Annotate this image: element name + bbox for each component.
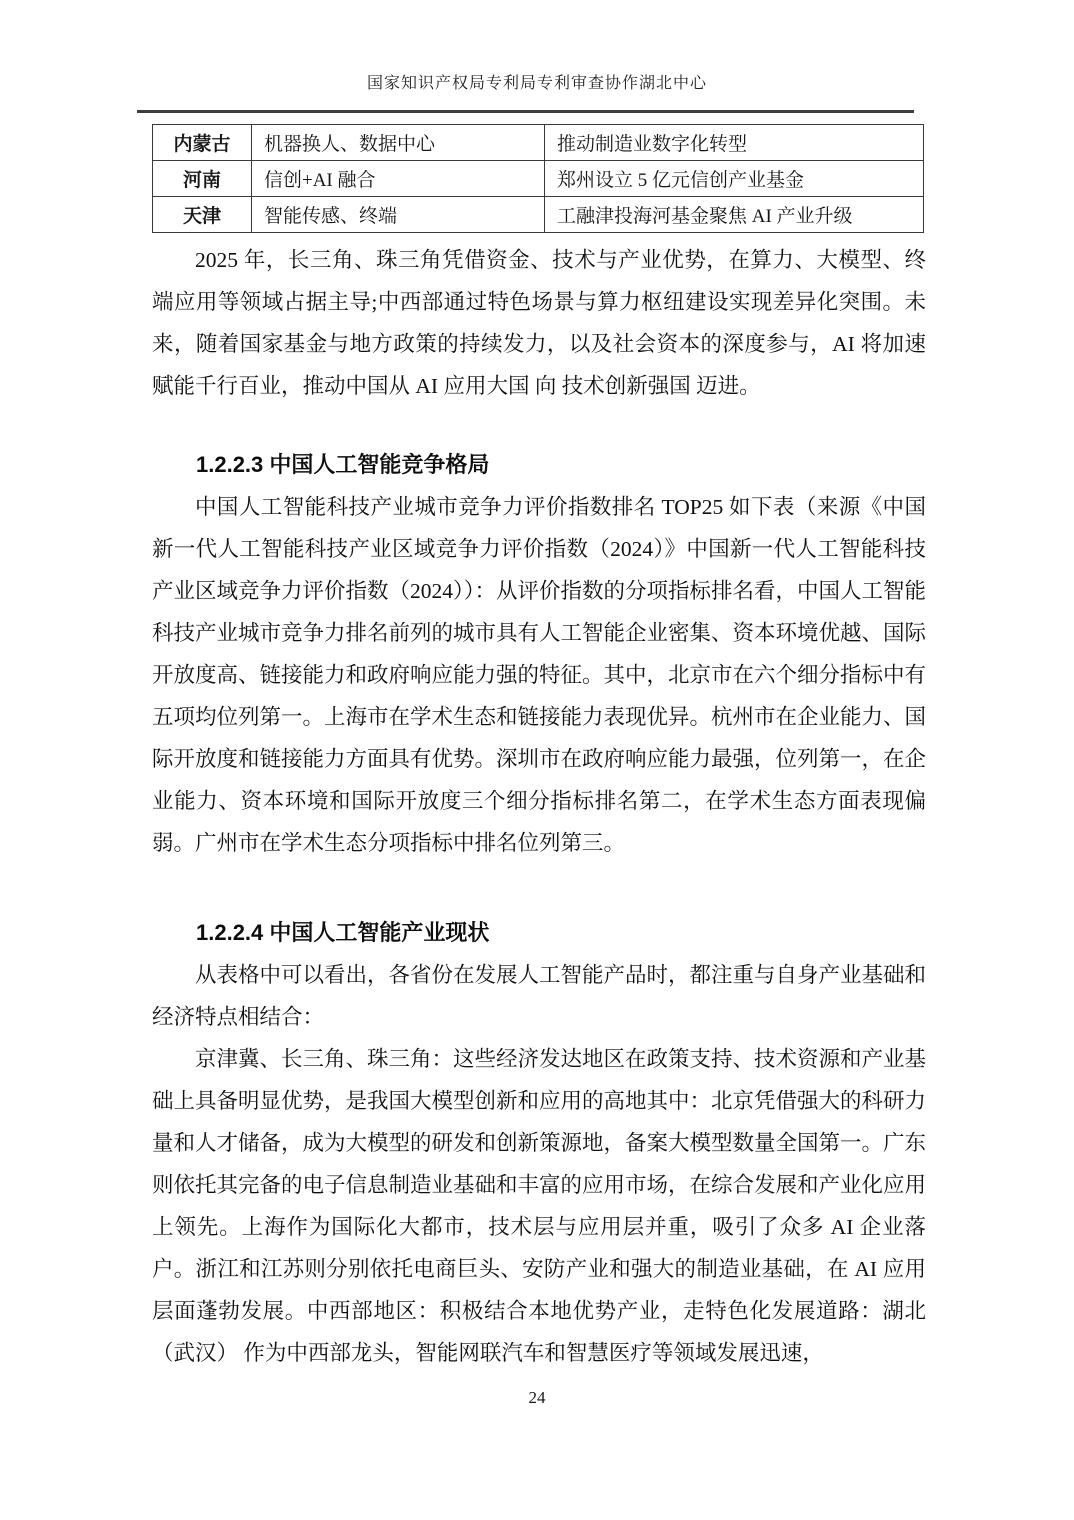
table-cell-action: 工融津投海河基金聚焦 AI 产业升级: [545, 197, 924, 233]
paragraph-competition-landscape: 中国人工智能科技产业城市竞争力评价指数排名 TOP25 如下表（来源《中国新一代人工智能科技产业区域竞争力评价指数（2024）》中国新一代人工智能科技产业区域竞争力评价指数（2024））：从评价指数的分项指标排名看，中国人工智能科技产业城市竞争力排名前列的城市具有人工智能企业密集、资本环境优越、国际开放度高、链接能力和政府响应能力强的特征。其中，北京市在六个细分指标中有五项均位列第一。上海市在学术生态和链接能力表现优异。杭州市在企业能力、国际开放度和链接能力方面具有优势。深圳市在政府响应能力最强，位列第一，在企业能力、资本环境和国际开放度三个细分指标排名第二，在学术生态方面表现偏弱。广州市在学术生态分项指标中排名位列第三。: [152, 495, 927, 855]
table-cell-action: 郑州设立 5 亿元信创产业基金: [545, 161, 924, 197]
table-cell-action: 推动制造业数字化转型: [545, 125, 924, 161]
table-cell-province: 天津: [153, 197, 252, 233]
table-cell-direction: 智能传感、终端: [252, 197, 545, 233]
page-content: [0, 110, 1074, 1374]
table-row: [153, 161, 924, 197]
paragraph-regions-outlook: 2025 年，长三角、珠三角凭借资金、技术与产业优势，在算力、大模型、终端应用等领域占据主导;中西部通过特色场景与算力枢纽建设实现差异化突围。未来，随着国家基金与地方政策的持续发力，以及社会资本的深度参与，AI 将加速赋能千行百业，推动中国从 AI 应用大国 向 技术创新强国 迈进。: [152, 248, 926, 398]
table-cell-direction: 信创+AI 融合: [252, 161, 545, 197]
table-cell-province: 河南: [153, 161, 252, 197]
province-ai-table: [152, 124, 924, 233]
page-number: 24: [528, 1388, 546, 1407]
table-cell-direction: 机器换人、数据中心: [252, 125, 545, 161]
heading-industry-status: 1.2.2.4 中国人工智能产业现状: [196, 920, 490, 945]
table-cell-province: 内蒙古: [153, 125, 252, 161]
paragraph-industry-intro: 从表格中可以看出，各省份在发展人工智能产品时，都注重与自身产业基础和经济特点相结合：: [152, 963, 927, 1029]
page-header-title: 国家知识产权局专利局专利审查协作湖北中心: [366, 75, 707, 92]
heading-competition-landscape: 1.2.2.3 中国人工智能竞争格局: [196, 452, 490, 477]
paragraph-industry-detail: 京津冀、长三角、珠三角：这些经济发达地区在政策支持、技术资源和产业基础上具备明显优势，是我国大模型创新和应用的高地其中：北京凭借强大的科研力量和人才储备，成为大模型的研发和创新策源地，备案大模型数量全国第一。广东则依托其完备的电子信息制造业基础和丰富的应用市场，在综合发展和产业化应用上领先。上海作为国际化大都市，技术层与应用层并重，吸引了众多 AI 企业落户。浙江和江苏则分别依托电商巨头、安防产业和强大的制造业基础，在 AI 应用层面蓬勃发展。中西部地区：积极结合本地优势产业，走特色化发展道路：湖北（武汉） 作为中西部龙头，智能网联汽车和智慧医疗等领域发展迅速，: [152, 1047, 927, 1365]
header-rule: [137, 110, 914, 113]
page-footer: [0, 1388, 1074, 1408]
table-row: [153, 125, 924, 161]
table-row: [153, 197, 924, 233]
